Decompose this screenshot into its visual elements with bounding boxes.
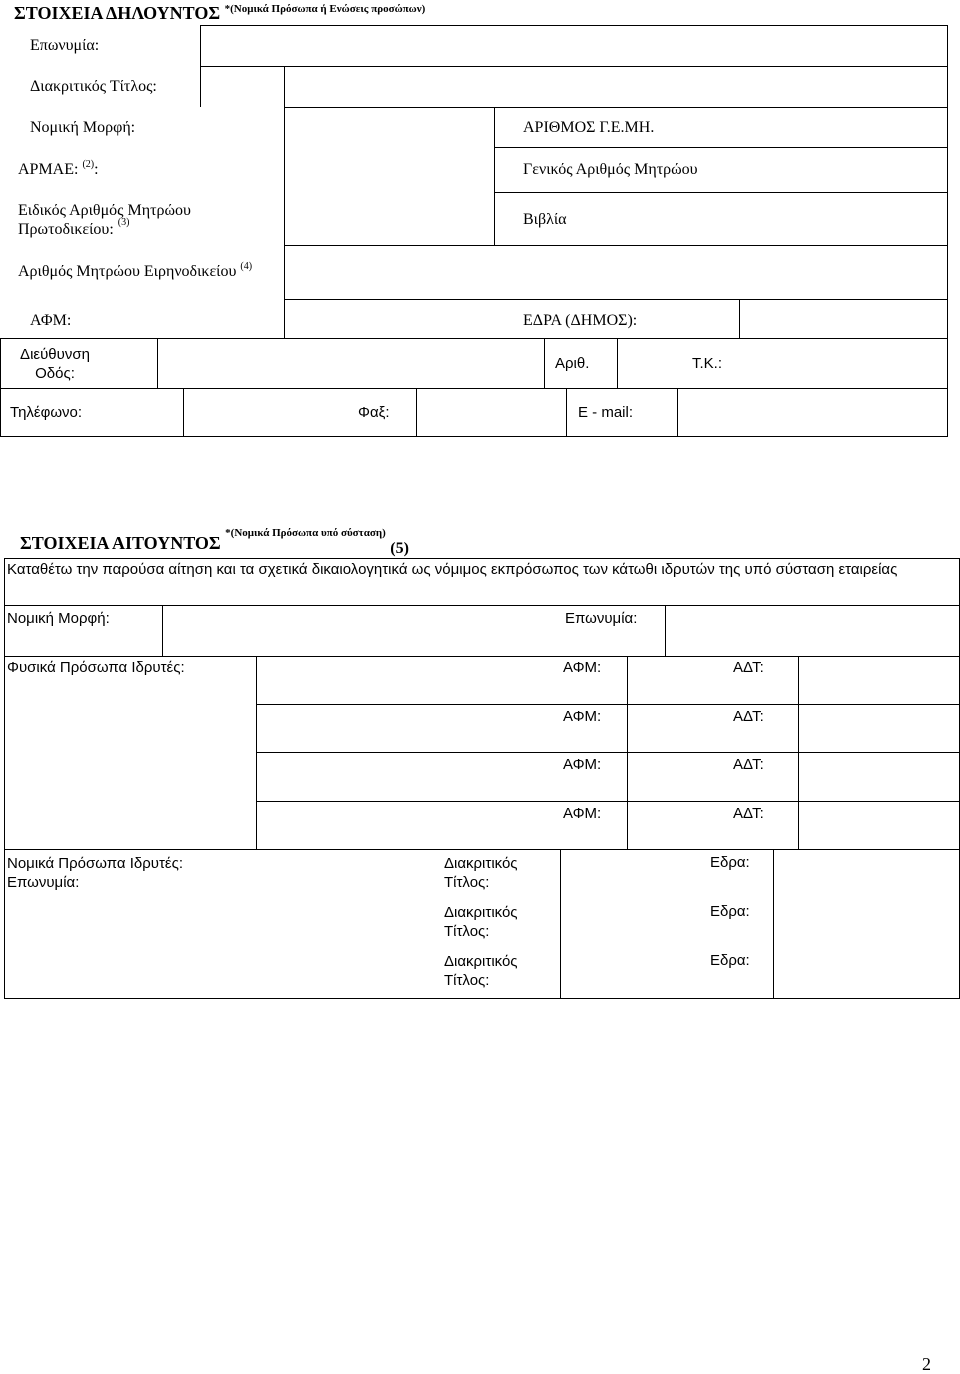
legal-founders-label: Νομικά Πρόσωπα Ιδρυτές: Επωνυμία: [7,855,184,891]
applicant-title-ref: (5) [390,540,409,557]
page-number: 2 [922,1354,931,1374]
legal-founder-3-seat-label: Εδρα: [710,952,750,969]
founder-4-id-label: ΑΔΤ: [733,805,764,822]
founder-2-afm-label: ΑΦΜ: [563,708,602,725]
founder-1-afm-label: ΑΦΜ: [563,659,602,676]
special-registry-label-text: Ειδικός Αριθμός Μητρώου Πρωτοδικείου: [18,202,191,238]
declarant-title-note: *(Νομικά Πρόσωπα ή Ενώσεις προσώπων) [224,3,426,15]
phone-label: Τηλέφωνο: [10,404,83,421]
armae-colon: : [94,161,99,178]
books-label: Βιβλία [523,211,567,228]
founder-1-id-label: ΑΔΤ: [733,659,764,676]
founder-2-id-label: ΑΔΤ: [733,708,764,725]
number-label: Αριθ. [555,355,590,372]
applicant-title-text: ΣΤΟΙΧΕΙΑ ΑΙΤΟΥΝΤΟΣ [20,533,221,553]
special-registry-ref: (3) [117,217,130,228]
declarant-title-text: ΣΤΟΙΧΕΙΑ ΔΗΛΟΥΝΤΟΣ [14,3,221,23]
applicant-legal-form-label: Νομική Μορφή: [7,610,110,627]
natural-founders-label: Φυσικά Πρόσωπα Ιδρυτές: [7,659,185,676]
legal-founder-3-title-label: Διακριτικός Τίτλος: [444,953,518,989]
declarant-seat-label: ΕΔΡΑ (ΔΗΜΟΣ): [523,312,638,329]
address-label: Διεύθυνση Οδός: [20,346,90,382]
applicant-title-note: *(Νομικά Πρόσωπα υπό σύσταση) [225,527,386,539]
founder-3-afm-label: ΑΦΜ: [563,756,602,773]
email-label: E - mail: [578,404,634,421]
declarant-distinctive-title-label: Διακριτικός Τίτλος: [30,78,157,95]
magistrate-registry-ref: (4) [240,261,253,272]
postcode-label: Τ.Κ.: [692,355,723,372]
legal-founder-2-seat-label: Εδρα: [710,903,750,920]
legal-founder-1-title-label: Διακριτικός Τίτλος: [444,855,518,891]
armae-ref: (2) [82,159,95,170]
declarant-afm-label: ΑΦΜ: [30,312,72,329]
applicant-statement: Καταθέτω την παρούσα αίτηση και τα σχετικά δικαιολογητικά ως νόμιμος εκπρόσωπος των κάτωθι ιδρυτών της υπό σύσταση εταιρείας [7,561,898,578]
general-registry-label: Γενικός Αριθμός Μητρώου [523,161,698,178]
legal-founder-2-title-label: Διακριτικός Τίτλος: [444,904,518,940]
gemi-label: ΑΡΙΘΜΟΣ Γ.Ε.ΜΗ. [523,119,655,136]
applicant-name-label: Επωνυμία: [565,610,638,627]
declarant-legal-form-label: Νομική Μορφή: [30,119,136,136]
declarant-name-label: Επωνυμία: [30,37,100,54]
armae-label-text: ΑΡΜΑΕ: [18,161,79,178]
founder-3-id-label: ΑΔΤ: [733,756,764,773]
magistrate-registry-label-text: Αριθμός Μητρώου Ειρηνοδικείου [18,263,237,280]
legal-founder-1-seat-label: Εδρα: [710,854,750,871]
fax-label: Φαξ: [358,404,390,421]
founder-4-afm-label: ΑΦΜ: [563,805,602,822]
